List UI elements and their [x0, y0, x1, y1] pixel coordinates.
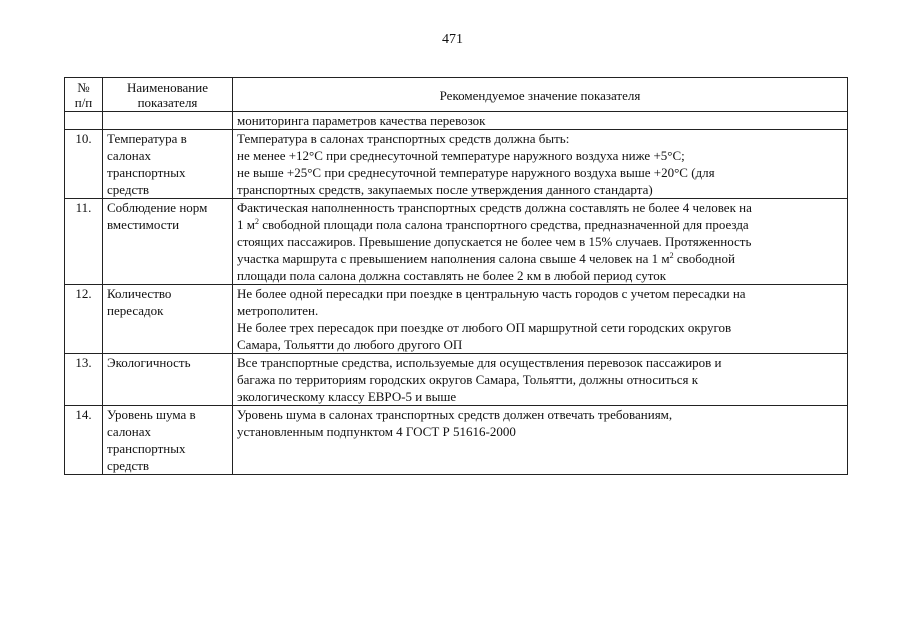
header-name-line: показателя [137, 95, 198, 110]
recommended-value-line: Не более трех пересадок при поездке от любого ОП маршрутной сети городских округов [237, 320, 732, 335]
indicator-name [103, 354, 233, 406]
row-number: 13. [65, 354, 103, 406]
header-name-line: Наименование [127, 80, 208, 95]
row-number: 11. [65, 199, 103, 285]
recommended-value-line: мониторинга параметров качества перевозок [237, 113, 486, 128]
indicator-name-line: Температура в [107, 131, 187, 146]
recommended-value [233, 199, 848, 285]
recommended-value-line: Не более одной пересадки при поездке в центральную часть городов с учетом пересадки на [237, 286, 746, 301]
indicator-name-line: салонах [107, 148, 152, 163]
recommended-value-line: багажа по территориям городских округов Самара, Тольятти, должны относиться к [237, 372, 699, 387]
row-number: 10. [65, 130, 103, 199]
header-number [65, 78, 103, 112]
table-row [65, 354, 848, 406]
recommended-value-line: Фактическая наполненность транспортных средств должна составлять не более 4 человек на [237, 200, 752, 215]
recommended-value-line: стоящих пассажиров. Превышение допускается не более чем в 15% случаев. Протяженность [237, 234, 752, 249]
row-number [65, 112, 103, 130]
header-recommended-value: Рекомендуемое значение показателя [233, 78, 848, 112]
indicator-name-line: средств [107, 182, 150, 197]
indicator-name-line: Экологичность [107, 355, 191, 370]
indicator-name-line: пересадок [107, 303, 164, 318]
recommended-value-line: экологическому классу ЕВРО-5 и выше [237, 389, 457, 404]
page-number: 471 [442, 32, 463, 47]
recommended-value-line: не выше +25°С при среднесуточной температуре наружного воздуха выше +20°С (для [237, 165, 715, 180]
indicator-name-line: вместимости [107, 217, 180, 232]
indicator-name-line: салонах [107, 424, 152, 439]
indicator-name-line: транспортных [107, 165, 186, 180]
indicator-name [103, 406, 233, 475]
recommended-value-line: площади пола салона должна составлять не более 2 км в любой период суток [237, 268, 667, 283]
recommended-value-line: метрополитен. [237, 303, 319, 318]
recommended-value-line: транспортных средств, закупаемых после утверждения данного стандарта) [237, 182, 653, 197]
recommended-value-line: 1 $м^2$ свободной площади пола салона транспортного средства, предназначенной для проезда [237, 217, 749, 232]
table-header-row [65, 78, 848, 112]
recommended-value-line: Уровень шума в салонах транспортных средств должен отвечать требованиям, [237, 407, 673, 422]
indicator-name [103, 112, 233, 130]
table-row [65, 199, 848, 285]
table-row [65, 406, 848, 475]
recommended-value-line: Температура в салонах транспортных средств должна быть: [237, 131, 570, 146]
recommended-value [233, 406, 848, 475]
recommended-value-line: Самара, Тольятти до любого другого ОП [237, 337, 463, 352]
row-number: 14. [65, 406, 103, 475]
recommended-value [233, 130, 848, 199]
recommended-value [233, 285, 848, 354]
indicator-name [103, 199, 233, 285]
row-number: 12. [65, 285, 103, 354]
indicator-name-line: Количество [107, 286, 172, 301]
recommended-value-line: Все транспортные средства, используемые для осуществления перевозок пассажиров и [237, 355, 722, 370]
indicator-name [103, 285, 233, 354]
indicator-name-line: средств [107, 458, 150, 473]
indicator-name-line: Уровень шума в [107, 407, 196, 422]
indicator-name-line: транспортных [107, 441, 186, 456]
table-row [65, 130, 848, 199]
table-row [65, 285, 848, 354]
header-indicator-name [103, 78, 233, 112]
indicator-name [103, 130, 233, 199]
header-number-line: № [77, 80, 90, 95]
header-number-line: п/п [74, 95, 93, 110]
recommended-value-line: установленным подпунктом 4 ГОСТ Р 51616-2000 [237, 424, 516, 439]
indicators-table [64, 77, 848, 475]
recommended-value [233, 354, 848, 406]
recommended-value-line: не менее +12°С при среднесуточной температуре наружного воздуха ниже +5°С; [237, 148, 685, 163]
indicator-name-line: Соблюдение норм [107, 200, 208, 215]
table-row [65, 112, 848, 130]
recommended-value [233, 112, 848, 130]
recommended-value-line: участка маршрута с превышением наполнения салона свыше 4 человек на 1 $м^2$ свободной [237, 251, 735, 266]
